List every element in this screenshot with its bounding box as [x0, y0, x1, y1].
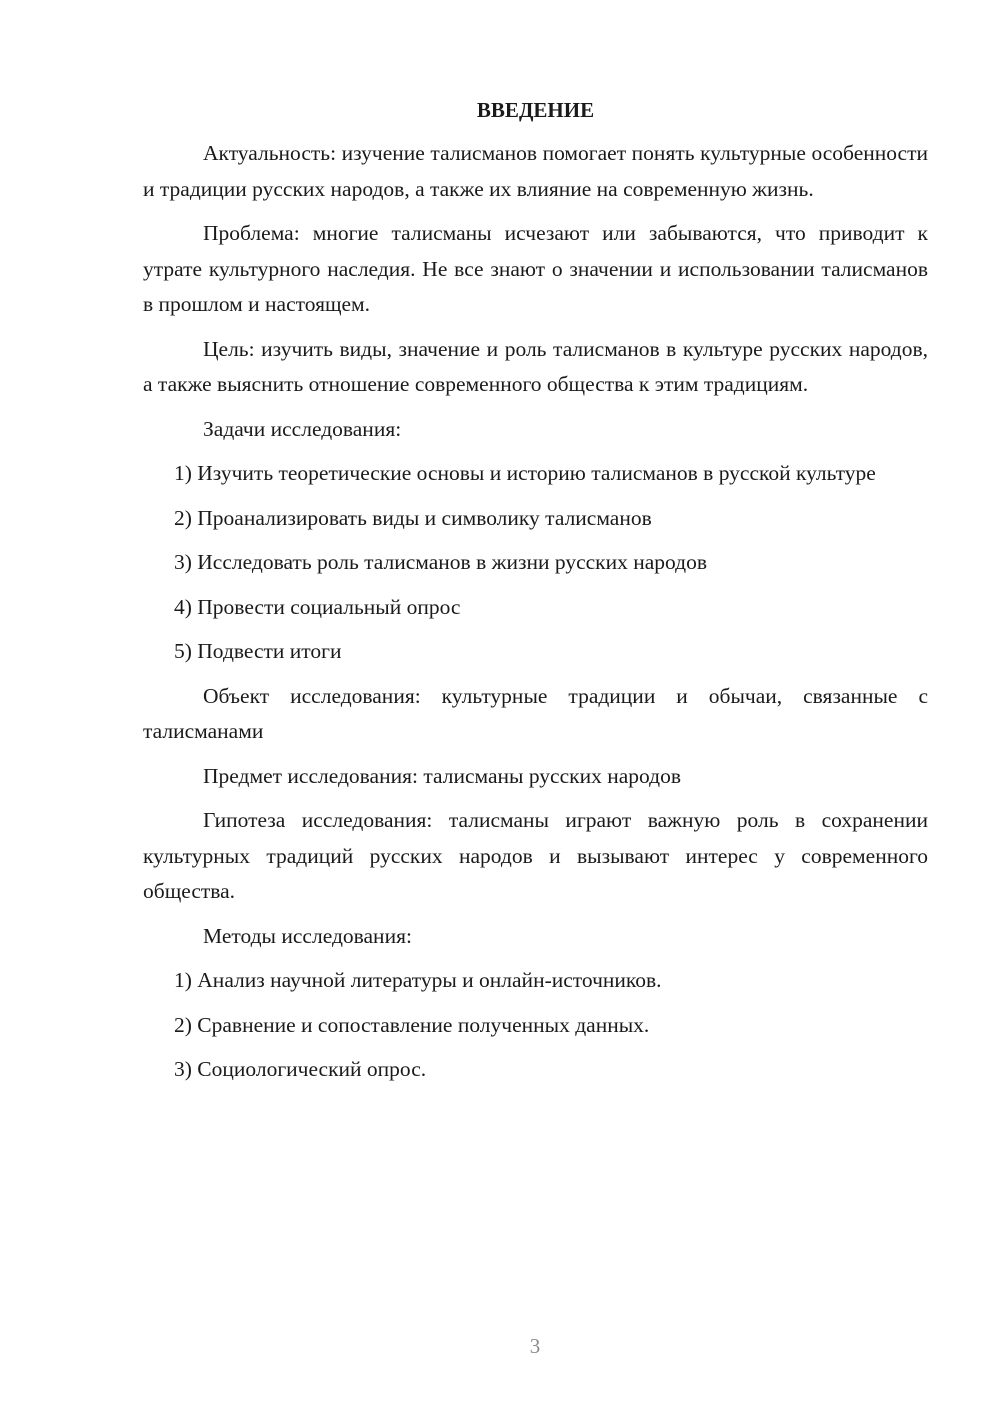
methods-heading: Методы исследования: — [203, 923, 412, 948]
method-item-1: 1) Анализ научной литературы и онлайн-источников. — [174, 968, 662, 992]
document-body — [143, 93, 928, 1097]
method-item-3: 3) Социологический опрос. — [174, 1057, 427, 1081]
page-number: 3 — [529, 1334, 541, 1358]
method-item-2: 2) Сравнение и сопоставление полученных данных. — [174, 1012, 650, 1037]
section-title: ВВЕДЕНИЕ — [476, 98, 595, 122]
goal-paragraph: Цель: изучить виды, значение и роль талисманов в культуре русских народов, а также выяснить отношение современного общества к этим традициям. — [143, 336, 928, 396]
task-item-1: 1) Изучить теоретические основы и историю талисманов в русской культуре — [174, 461, 876, 485]
problem-paragraph: Проблема: многие талисманы исчезают или забываются, что приводит к утрате культурного наследия. Не все знают о значении и использовании талисманов в прошлом и настоящем. — [143, 221, 928, 316]
subject-paragraph: Предмет исследования: талисманы русских народов — [203, 763, 681, 788]
task-item-5: 5) Подвести итоги — [174, 639, 342, 663]
hypothesis-paragraph: Гипотеза исследования: талисманы играют важную роль в сохранении культурных традиций русских народов и вызывают интерес у современного общества. — [143, 808, 928, 903]
tasks-heading: Задачи исследования: — [203, 416, 402, 441]
task-item-2: 2) Проанализировать виды и символику талисманов — [174, 505, 652, 530]
task-item-3: 3) Исследовать роль талисманов в жизни русских народов — [174, 550, 707, 574]
relevance-paragraph: Актуальность: изучение талисманов помогает понять культурные особенности и традиции русских народов, а также их влияние на современную жизнь. — [143, 141, 928, 201]
task-item-4: 4) Провести социальный опрос — [174, 594, 461, 619]
object-paragraph: Объект исследования: культурные традиции и обычаи, связанные с талисманами — [143, 683, 928, 743]
